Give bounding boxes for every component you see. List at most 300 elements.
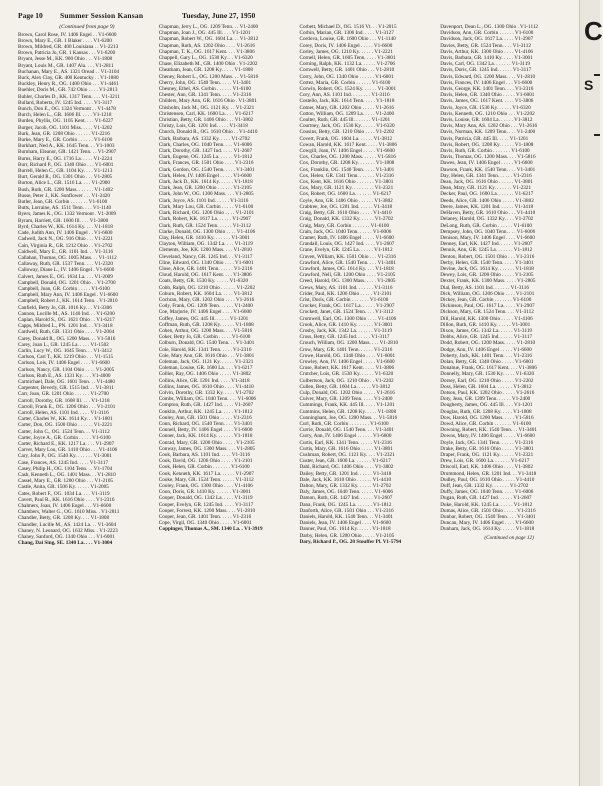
- directory-entry: Dennis, Ann, GR. 1245 La. . . . . . . V1-1812: [440, 247, 533, 254]
- directory-entry: Capps, Mildred L., PN. 1201 Ind. . . V1-3418: [18, 323, 113, 330]
- directory-entry: Chase, Elizabeth M., GR. 1400 Ohio . V1-2202: [158, 61, 258, 68]
- directory-entry: Carroll, Frank E., OG. 1206 Ohio . . . V1-2101: [18, 403, 116, 410]
- directory-entry: Bryant, Jesse M., KK. 900 Ohio . . . V1-1808: [18, 56, 113, 63]
- directory-entry: Burr, Richard P., OG. 1340 Ohio . . . V1-6001: [18, 161, 114, 168]
- directory-entry: Cotton, William, OG. 1209 La. . . . . V1-2400: [299, 110, 395, 117]
- directory-entry: Colburn, Donald, OG. 1540 Tenn. . . V1-3401: [158, 340, 255, 347]
- directory-entry: Chesney, Ethel, AS. Corbin . . . . . . V1-6100: [158, 86, 251, 93]
- directory-entry: Collins, James, OG. 1610 Ohio . . . . V1-4410: [158, 383, 254, 390]
- directory-entry: Cassel, Mary E., GR. 1200 Ohio . . . V1-2105: [18, 478, 114, 485]
- directory-entry: Cortez, Maria, GR. Corbin . . . . . . V1-6100: [299, 79, 391, 86]
- directory-entry: Conn, Richard, OG. 1540 Tenn. . . . V1-3401: [158, 421, 253, 427]
- directory-entry: Collins, Alice, GR. 1201 Ind. . . . . V1-3418: [158, 377, 250, 384]
- directory-entry: Duffy, James, OG. 1040 Tenn. . . . . V1-6006: [440, 489, 534, 496]
- directory-entry: Craven, William, KK. 1501 Ohio . . . V1-2316: [299, 253, 396, 260]
- directory-entry: Crane, Evelyn, GR. 1245 La. . . . . . V1-1812: [299, 247, 393, 254]
- directory-entry: Day, Helen, GR. 1341 Tenn. . . . . . V1-2316: [440, 172, 532, 179]
- directory-entry: Clark, Ruth, GR. 1524 Tenn. . . . . . V1-3112: [158, 222, 251, 229]
- directory-entry: Conway, James, OG. 1300 Mass. . . . V1-2805: [158, 445, 256, 452]
- directory-entry: Dunbar, Robert, OG. 1540 Tenn. . . . V1-3401: [440, 514, 536, 521]
- directory-entry: Dempsey, John, OG. 1040 Tenn. . . . V1-6006: [440, 228, 536, 235]
- directory-entry: Dickinson, Paul, OG. 1617 La. . . . . V1-2907: [440, 303, 535, 310]
- directory-entry: Doyle, Jack, OG. 1341 Tenn. . . . . . V1-2316: [440, 439, 534, 446]
- directory-entry: Casey, Philip H., OG. 1104 Tenn. . . V1-1704: [18, 465, 113, 472]
- directory-entry: Cochran, Mary, GR. 1202 Ohio . . . . V1-2616: [158, 296, 255, 303]
- directory-entry: Chaney, N. Leonard, OG. 1632 Miss. . V1-2223: [18, 527, 118, 534]
- directory-entry: Cheatham, Jean, GR. 1208 Ky. . . . . V1-1808: [158, 67, 253, 74]
- directory-entry: Coe, Marjorie, IV. 1406 Engel . . . . V1-6600: [158, 309, 252, 316]
- directory-entry: Campbell, Robert J., KK. 1614 Tenn. . V1-2810: [18, 298, 118, 305]
- directory-entry: Coyle, Ann, GR. 1406 Ohio . . . . . . V1-3802: [299, 197, 393, 204]
- directory-entry: Cornell, Helen, GR. 1605 Tenn. . . . . V1-3801: [299, 55, 396, 62]
- directory-entry: Dale, Jack, KK. 1610 Ohio . . . . . . V1-4410: [299, 476, 392, 483]
- directory-entry: Buhler, Charles D., KK. 1317 Tenn. . . . V1-3211: [18, 93, 120, 100]
- directory-entry: Corbin, Marian, GR. 1306 Ind. . . . . V1-3127: [299, 30, 394, 37]
- directory-entry: Byers, James K., OG. 1332 Vermont . V1-2009: [18, 211, 117, 218]
- directory-entry: Dow, Harold, OG. 1200 Mass. . . . . V1-5816: [440, 414, 534, 421]
- directory-entry: Buck, Alex Clay, GR. 400 Kentucky . . V1-1880: [18, 75, 119, 82]
- directory-entry: Doss, Helen, GR. 1604 La. . . . . . . V1-3812: [440, 383, 532, 390]
- directory-entry: Crockett, Janet, GR. 1524 Tenn. . . . V1-3112: [299, 309, 394, 316]
- directory-entry: Chang, Dai Sing, SE. 1340 La. . . . V1-3004: [18, 540, 113, 547]
- directory-entry: Dodd, Robert, OG. 1200 Mass. . . . . V1-2810: [440, 340, 536, 347]
- directory-entry: Campbell, Joan, GR. Corbin . . . . . V1-6100: [18, 285, 110, 292]
- directory-entry: Busse, Peter J., KK. Sunflower . . . V1-2420: [18, 192, 110, 199]
- directory-entry: Christensen, Carl, KK. 1600 La. . . . V1-6217: [158, 110, 254, 117]
- directory-columns: [18, 24, 578, 768]
- directory-entry: Colvin, Dorothy, GR. 1332 Ky. . . . . V1-2702: [158, 389, 254, 396]
- directory-entry: Dixon, James, OG. 1342 La. . . . . . V1-3119: [440, 327, 533, 334]
- continued-on-note: (Continued on page 12): [484, 534, 534, 541]
- directory-entry: Carver, Mary Lou, GR. 1410 Ohio . . . V1-4106: [18, 447, 118, 454]
- directory-entry: Curl, Ruth, GR. Corbin . . . . . . . . V1-6100: [299, 421, 389, 427]
- directory-entry: Davis, Norman, KK. 1209 Tenn. . . . V1-2400: [440, 129, 536, 136]
- directory-entry: Chambers, Walter G., OG. 1610 Miss. . V1-2811: [18, 509, 120, 516]
- directory-entry: Curtis, Mary, GR. 1616 Ohio . . . . . V1-3801: [299, 445, 393, 452]
- directory-entry: Cotner, Mary, GR. 1202 Ohio . . . . . V1-2616: [299, 104, 394, 111]
- directory-entry: Crowe, Harold, OG. 1340 Ohio . . . . V1-6001: [299, 352, 396, 359]
- directory-entry: Church, Donald R., OG. 1610 Ohio . . V1-4410: [158, 129, 258, 136]
- directory-entry: Cash, Kenneth L., OG. 1401 Mass. . . V1-2810: [18, 472, 116, 479]
- directory-entry: Cain, Virginia R., GR. 1212 Ohio . . V1-2702: [18, 242, 113, 249]
- directory-entry: Deeds, Alice, GR. 1406 Ohio . . . . . V1-3802: [440, 197, 534, 204]
- directory-entry: Derby, Helen, GR. 1540 Tenn. . . . . V1-3401: [440, 259, 534, 266]
- directory-entry: Denney, Earl, KK. 1427 Ind. . . . . . V1-2607: [440, 241, 533, 248]
- directory-entry: Coppinger, Thomas A., SM. 1340 La. . V1-3919: [158, 526, 263, 533]
- directory-entry: Dawes, Jean, IV. 1406 Engel . . . . . V1-6600: [440, 160, 533, 167]
- directory-entry: Daniels, Harold, KK. 1540 Tenn. . . V1-3401: [299, 514, 394, 521]
- directory-entry: Cherry, John, OG. 1540 Tenn. . . . . V1-3401: [158, 79, 252, 86]
- directory-entry: Byram, Harriett, GR. 1600 Ill. . . . V1-3800: [18, 217, 109, 224]
- directory-entry: Buchanan, Mary E., AS. 1321 Oread . . V1-3104: [18, 68, 120, 75]
- directory-entry: Burch, Helen L., GR. 1606 Ill. . . . . V1-1218: [18, 112, 112, 119]
- directory-entry: Courtney, Jack, OG. 1530 Ky. . . . . . V1-6320: [299, 123, 395, 130]
- directory-entry: Cook, David, OG. 1206 Ohio . . . . . V1-2101: [158, 458, 253, 465]
- directory-entry: Clark, Eugene, OG. 1245 La. . . . . . V1-1812: [158, 154, 253, 161]
- directory-entry: Callahan, Thomas, OG. 1005 Mass. . . V1-1112: [18, 254, 117, 261]
- directory-entry: Chapman, Ruth, AS. 1202 Ohio . . . . V1-2616: [158, 42, 255, 49]
- directory-column: [440, 24, 578, 768]
- directory-entry: Butler, Jean, GR. Corbin . . . . . . . V1-6100: [18, 199, 108, 206]
- directory-entry: Canfield, Betty Jo, GR. 1016 Ky. . . V1-3306: [18, 304, 112, 311]
- issue-date: Tuesday, June 27, 1950: [182, 11, 256, 20]
- directory-entry: Clark, Joyce, AS. 1101 Ind. . . . . . V1-3116: [158, 197, 249, 204]
- directory-entry: Davis, Kenneth, OG. 1210 Ohio . . . V1-2202: [440, 110, 535, 117]
- directory-entry: Cade, Judith Ann, IV. 1406 Engel . . V1-6600: [18, 230, 113, 237]
- directory-entry: Cullen, Betty, GR. 1604 La. . . . . . V1-3812: [299, 383, 391, 390]
- directory-entry: Doty, Jean, GR. 1209 Tenn. . . . . . V1-2400: [440, 396, 531, 403]
- directory-entry: Crandall, Louis, OG. 1427 Ind. . . . . V1-2607: [299, 241, 395, 248]
- directory-entry: Driscoll, Earl, KK. 1406 Ohio . . . . V1-3802: [440, 464, 533, 471]
- directory-entry: Creed, Harold, OG. 1300 Mass. . . . . V1-2805: [299, 278, 396, 285]
- directory-entry: Drew, Lois, GR. 1600 La. . . . . . . V1-6217: [440, 458, 530, 465]
- directory-entry: Clark, Dorothy, GR. 1427 Ind. . . . . V1-2607: [158, 148, 253, 155]
- directory-entry: Combs, William, OG. 1040 Tenn. . . . V1-6006: [158, 396, 257, 403]
- directory-entry: Craig, Betty, GR. 1610 Ohio . . . . . V1-4410: [299, 210, 392, 217]
- directory-entry: Cushman, Robert, OG. 1121 Ky. . . . V1-2321: [299, 452, 395, 459]
- directory-entry: Burton, Alice L., GR. 1516 La. . . . V1-2900: [18, 180, 110, 187]
- directory-entry: Currie, Donald, OG. 1540 Tenn. . . . V1-3401: [299, 427, 394, 434]
- directory-entry: Davis, Louise, GR. 1604 La. . . . . . V1-3812: [440, 117, 533, 124]
- directory-entry: Crowley, Ann, IV. 1406 Engel . . . . . V1-6600: [299, 358, 395, 365]
- directory-entry: Carter, Richard E., KK. 1217 La. . . . V1-2907: [18, 441, 115, 447]
- directory-entry: Cramer, Ruth, IV. 1406 Engel . . . . . V1-6600: [299, 234, 394, 241]
- directory-entry: Costello, Jack, KK. 1614 Tenn. . . . . V1-1818: [299, 98, 395, 105]
- directory-entry: Burk, Jean, GR. 1208 Ohio . . . . . . V1-2216: [18, 130, 110, 137]
- directory-entry: Dobbs, Alice, GR. 1245 Ind. . . . . . V1-3117: [440, 334, 533, 341]
- directory-entry: Doherty, Jack, KK. 1401 Tenn. . . . V1-2316: [440, 352, 532, 359]
- directory-entry: Downs, Mary, IV. 1406 Engel . . . . . V1-6600: [440, 433, 535, 440]
- directory-entry: Davidson, Ann, GR. Corbin . . . . . . V1-6100: [440, 30, 534, 37]
- directory-entry: DeHaven, Betty, GR. 1610 Ohio . . . V1-4410: [440, 210, 536, 217]
- directory-entry: Burnham, Eleanor, GR. 1421 Tenn. . . V1-2907: [18, 149, 117, 156]
- directory-entry: Crawford, Alice, GR. 1540 Tenn. . . . V1-3401: [299, 259, 396, 266]
- directory-entry: Cooper, Donald, OG. 1342 La. . . . . V1-3119: [158, 495, 253, 502]
- directory-entry: Dary, Richard P., OG. 20 Stouffer Pl. V1-5794: [299, 538, 402, 545]
- directory-column: [159, 24, 297, 768]
- directory-entry: Curtis, Earl, KK. 1341 Tenn. . . . . . V1-2316: [299, 439, 392, 446]
- directory-entry: Danner, Paul, OG. 1614 Ky. . . . . . V1-1818: [299, 526, 391, 533]
- rail-letter: C: [584, 16, 603, 46]
- directory-entry: Dana, Frank, OG. 1245 La. . . . . . . V1-1812: [299, 501, 392, 508]
- directory-entry: Cox, Charles, OG. 1200 Mass. . . . . . V1-5816: [299, 154, 396, 161]
- directory-entry: Clay, Helen, GR. 1410 Ky. . . . . . . V1-3001: [158, 234, 250, 241]
- directory-entry: Cunningham, Joe, OG. 1200 Mass. . . V1-5816: [299, 414, 398, 421]
- directory-entry: Cope, Virgil, OG. 1340 Ohio . . . . . V1-6001: [158, 520, 252, 527]
- directory-entry: Carroll, Helen, AS. 1101 Ind. . . . . V1-3116: [18, 409, 109, 416]
- directory-entry: Cadwell, Jack N., OG. 916 Ohio . . . V1-2221: [18, 236, 113, 243]
- directory-entry: Carey, Joan L., GR. 1245 La. . . . . V1-1502: [18, 341, 109, 348]
- directory-entry: Crabtree, Joe, OG. 1201 Ind. . . . . . V1-3418: [299, 203, 393, 210]
- directory-entry: DeLong, Ruth, GR. Corbin . . . . . . V1-6100: [440, 222, 532, 229]
- directory-entry: Cole, Mary Ann, GR. 1616 Ohio . . . V1-3801: [158, 352, 255, 359]
- directory-entry: Dahl, Richard, OG. 1406 Ohio . . . . V1-3802: [299, 464, 394, 471]
- directory-entry: Dickson, Mary, GR. 1524 Tenn. . . . V1-3112: [440, 309, 534, 316]
- directory-entry: Cavert, Paul R., KK. 1616 Ohio . . . . V1-2316: [18, 496, 115, 503]
- directory-entry: Donahue, Frank, OG. 1617 Kent. . . . V1-3806: [440, 365, 537, 372]
- directory-column: [300, 24, 438, 768]
- directory-entry: Davis, George, KK. 1401 Tenn. . . . V1-2316: [440, 86, 534, 93]
- directory-entry: Carlin, Lucy W., OG. 1645 Tenn. . . V1-3412: [18, 347, 112, 354]
- directory-entry: Carlson, Carl T., KK. 1219 Ohio . . . V1-1515: [18, 354, 114, 361]
- directory-entry: Cooper, Forrest, KK. 1200 Mass. . . . V1-2810: [158, 507, 256, 514]
- directory-entry: Burt, Gerald R., OG. 1301 Ohio . . . V1-2805: [18, 174, 113, 181]
- rule-mark: [594, 134, 600, 136]
- directory-entry: Carter, Charles W., KK. 1614 Ky. . . V1-1801: [18, 416, 113, 423]
- directory-entry: Davis, Arthur, KK. 1300 Ohio . . . . V1-4106: [440, 48, 534, 55]
- directory-entry: Damon, Ruth, GR. 1427 Ind. . . . . . V1-2607: [299, 495, 393, 502]
- directory-entry: Cleveland, Nancy, GR. 1245 Ind. . . V1-3117: [158, 253, 253, 260]
- directory-entry: Dewey, Lois, GR. 1200 Ohio . . . . . V1-2105: [440, 272, 534, 279]
- directory-entry: Byrd, Charles W., KK. 1614 Ky. . . . V1-1818: [18, 223, 113, 230]
- directory-entry: Crouch, William, OG. 1200 Mass. . . . V1-2810: [299, 340, 399, 347]
- directory-entry: Conner, Jack, KK. 1614 Ky. . . . . . . V1-1818: [158, 433, 253, 440]
- directory-entry: Dodge, Ann, IV. 1406 Engel . . . . . V1-6600: [440, 346, 532, 353]
- directory-entry: Drummond, Helen, GR. 1201 Ind. . . V1-3418: [440, 470, 537, 477]
- directory-entry: Davis, Robert, OG. 1208 Ky. . . . . . V1-1808: [440, 141, 534, 148]
- directory-entry: Davis, Ruth, GR. Corbin . . . . . . . V1-6100: [440, 148, 530, 155]
- directory-entry: Crow, Mary, GR. 1401 Tenn. . . . . . V1-2316: [299, 346, 393, 353]
- directory-entry: Caldwell, Mary E., GR. 1101 Ind. . . V1-3116: [18, 248, 114, 255]
- directory-entry: Clark, Richard, OG. 1206 Ohio . . . . V1-2101: [158, 210, 255, 217]
- directory-entry: Culp, Donald, OG. 1202 Ohio . . . . . V1-2616: [299, 389, 395, 396]
- rule-mark: [594, 74, 600, 76]
- directory-entry: Cole, Harold, KK. 1341 Tenn. . . . . V1-2316: [158, 346, 252, 353]
- directory-entry: Calloway, Diane L., IV. 1406 Engel . V1-6600: [18, 267, 115, 274]
- directory-entry: Dial, Betty, AS. 1101 Ind. . . . . . . V1-3116: [440, 284, 529, 291]
- directory-entry: Burke, Mary E., GR. Corbin . . . . . . V1-6100: [18, 137, 113, 144]
- directory-entry: Darby, Helen, GR. 1200 Ohio . . . . . V1-2105: [299, 532, 395, 539]
- directory-entry: Decker, Paul, OG. 1600 La. . . . . . . V1-6217: [440, 191, 534, 198]
- directory-entry: Coffey, James, OG. 445 Ill. . . . . . V1-1201: [158, 315, 249, 322]
- directory-entry: Douglas, Ruth, GR. 1208 Ky. . . . . V1-1808: [440, 408, 532, 415]
- directory-entry: Davis, Frances, IV. 1406 Engel . . . V1-6600: [440, 79, 533, 86]
- directory-entry: Dill, Harold, KK. 1300 Ohio . . . . . V1-4106: [440, 315, 533, 322]
- directory-entry: Crocker, Frank, OG. 1617 La. . . . . . V1-2907: [299, 303, 395, 310]
- rail-letter: S: [584, 77, 594, 93]
- directory-entry: Clark, Jack D., KK. 1614 Ky. . . . . . V1-1818: [158, 179, 253, 186]
- directory-entry: Crawford, Nell, GR. 1200 Ohio . . . . V1-2105: [299, 272, 396, 279]
- directory-entry: Cowan, Harold, KK. 1617 Kent. . . . . V1-3806: [299, 141, 397, 148]
- directory-entry: Cousins, Betty, GR. 1210 Ohio . . . . V1-2202: [299, 129, 395, 136]
- directory-entry: Davenport, Dean L., OG. 1300 Ohio . V1-1112: [440, 24, 539, 30]
- directory-entry: Cardwell, Ruth, GR. 1331 Ohio . . . . V1-2004: [18, 329, 115, 336]
- directory-entry: Carroll, Dorothy, GR. 1608 Ill. . . . V1-1218: [18, 397, 110, 404]
- directory-entry: Coon, Doris, GR. 1410 Ky. . . . . . . V1-3001: [158, 489, 251, 496]
- directory-entry: Dunham, Jack, OG. 1614 Ky. . . . . . V1-1818: [440, 526, 535, 533]
- directory-entry: Burden, Phyllis, OG. 1105 Kent. . . . V1-6227: [18, 118, 114, 125]
- page-number: Page 10: [18, 11, 43, 20]
- directory-entry: Brown, Mildred, GR. 400 Louisiana . . V1-2213: [18, 44, 119, 50]
- directory-entry: Corwin, Robert, OG. 1524 Ky. . . . . . V1-3001: [299, 86, 397, 93]
- directory-entry: Cornwell, Betty, GR. 1401 Ohio . . . V1-2810: [299, 67, 395, 74]
- directory-entry: Chandler, Betty, GR. 1208 Ky. . . . V1-1808: [18, 515, 110, 522]
- directory-entry: Carter, John C., OG. 1524 Tenn. . . V1-3112: [18, 428, 110, 435]
- directory-entry: Chisholm, Jack M., OG. 1121 Ky. . . V1-2321: [158, 104, 255, 111]
- directory-entry: Bush, Ruth, GR. 1200 Mass. . . . . . . V1-1402: [18, 186, 113, 193]
- directory-entry: Dougherty, James, OG. 445 Ill. . . . V1-1201: [440, 402, 533, 409]
- directory-entry: Denton, Robert, OG. 1501 Ohio . . . V1-2316: [440, 253, 535, 260]
- directory-entry: Chapman, Robert W., OG. 1604 La. . . V1-3812: [158, 36, 259, 43]
- directory-entry: Crosby, Jack, KK. 1342 La. . . . . . . V1-3119: [299, 327, 393, 334]
- directory-entry: Carlson, Ruth E., AS. 1331 Ky. . . . V1-4000: [18, 372, 111, 379]
- directory-entry: Bryant, Louis M., GR. 1407 Ala. . . . V1-2811: [18, 62, 114, 69]
- directory-entry: Carmichael, Dale, OG. 1601 Tenn. . . V1-4480: [18, 378, 115, 385]
- directory-entry: Cates, Robert F., OG. 1034 La. . . . V1-3119: [18, 490, 110, 497]
- directory-entry: Craig, Donald, KK. 1332 Ky. . . . . . V1-2702: [299, 216, 394, 223]
- directory-entry: Duff, Jean, GR. 1332 Ky. . . . . . . V1-2702: [440, 483, 529, 490]
- directory-entry: Bullard, Roberta, IV. 1245 Ind. . . . . V1-3117: [18, 99, 113, 106]
- directory-entry: Duncan, Mary, IV. 1406 Engel . . . . V1-6600: [440, 520, 534, 527]
- directory-entry: Conklin, Arthur, KK. 1245 La. . . . . V1-1812: [158, 408, 253, 415]
- directory-entry: Davis, Joyce, GR. 1530 Ky. . . . . . V1-6320: [440, 104, 531, 111]
- directory-entry: Campbell, Donald, OG. 1201 Ohio . . V1-2700: [18, 279, 116, 286]
- directory-entry: Cox, Helen, GR. 1341 Tenn. . . . . . . V1-2316: [299, 172, 394, 179]
- directory-entry: Culver, Mary, GR. 1209 Tenn. . . . . V1-2400: [299, 396, 393, 403]
- directory-entry: Drake, Betty, GR. 1616 Ohio . . . . . V1-3801: [440, 445, 534, 452]
- directory-entry: Burrell, Helen C., GR. 1104 Ky. . . . V1-1213: [18, 168, 113, 175]
- directory-entry: Clark, Gordon, OG. 1540 Tenn. . . . . V1-3401: [158, 166, 255, 173]
- directory-entry: Carr, Joan, GR. 1201 Ohio . . . . . . V1-2700: [18, 391, 109, 398]
- directory-entry: Custer, Jean, GR. 1600 La. . . . . . . V1-6217: [299, 458, 391, 465]
- directory-entry: Davis, James, OG. 1617 Kent. . . . . V1-3806: [440, 98, 534, 105]
- directory-entry: Carlson, Lois, IV. 1406 Engel . . . . V1-6600: [18, 360, 110, 367]
- directory-entry: Cromwell, Earl, OG. 1300 Ohio . . . . V1-4106: [299, 315, 397, 322]
- directory-entry: Crist, Doris, GR. Corbin . . . . . . . V1-6100: [299, 296, 389, 303]
- directory-entry: Cobb, Ralph, OG. 1210 Ohio . . . . . . V1-2202: [158, 284, 255, 291]
- directory-entry: Deere, James, KK. 1201 Ind. . . . . . V1-3418: [440, 203, 534, 210]
- directory-entry: Cox, Dorothy, GR. 1208 Ky. . . . . . . V1-1808: [299, 160, 395, 167]
- directory-entry: Davis, Helen, GR. 1340 Ohio . . . . . V1-6001: [440, 92, 535, 99]
- directory-entry: Dean, Jack, OG. 1616 Ohio . . . . . . V1-3801: [440, 179, 533, 186]
- directory-entry: Davis, Mary Ann, AS. 1202 Ohio . . . V1-2616: [440, 123, 538, 130]
- directory-entry: Dugan, Ruth, GR. 1427 Ind. . . . . . V1-2607: [440, 495, 532, 502]
- directory-entry: Clark, Robert, KK. 1617 La. . . . . . V1-2907: [158, 216, 251, 223]
- directory-entry: Cody, Frank, OG. 1209 Tenn. . . . . . V1-2400: [158, 303, 253, 310]
- directory-entry: Chappell, Gary L., OG. 1530 Ky. . . V1-6320: [158, 55, 253, 62]
- directory-entry: Chapman, Jerry L., OG. 1209 Tenn. . . V1-2400: [158, 24, 259, 30]
- directory-entry: Close, Alice, GR. 1401 Tenn. . . . . . V1-2316: [158, 265, 253, 272]
- directory-entry: Christian, Betty, GR. 1406 Ohio . . . V1-3802: [158, 117, 254, 124]
- directory-entry: Cox, Robert, OG. 1600 La. . . . . . . V1-6217: [299, 191, 392, 198]
- directory-entry: Cook, Barbara, AS. 1101 Ind. . . . . V1-3116: [158, 452, 251, 459]
- directory-entry: Delaney, Harold, OG. 1332 Ky. . . . V1-2702: [440, 216, 534, 223]
- directory-entry: Coats, Betty, GR. 1530 Ky. . . . . . V1-6320: [158, 278, 249, 285]
- directory-entry: Coulter, Ruth, GR. 445 Ill. . . . . . . V1-1201: [299, 117, 391, 124]
- directory-entry: Corbett, Michael D., OG. 1516 Vt. . . V1-2015: [299, 24, 397, 30]
- directory-entry: Cook, Helen, GR. Corbin . . . . . . . V1-6100: [158, 464, 250, 471]
- directory-entry: Davis, Barbara, GR. 1410 Ky. . . . . V1-3001: [440, 55, 533, 62]
- directory-entry: Buehler, Doris M., GR. 742 Ohio . . . . V1-2813: [18, 87, 118, 94]
- directory-entry: Crider, Paul, KK. 1206 Ohio . . . . . V1-2101: [299, 290, 392, 297]
- directory-entry: Cheney, Robert L., OG. 1200 Mass. . . V1-5816: [158, 73, 259, 80]
- directory-entry: Curry, Ann, IV. 1406 Engel . . . . . . V1-6600: [299, 433, 392, 440]
- directory-entry: Cooper, Jean, GR. 1401 Tenn. . . . . V1-2316: [158, 514, 252, 521]
- directory-entry: Childers, Mary Ann, GR. 1616 Ohio . V1-3801: [158, 98, 257, 105]
- directory-entry: Carter, Joyce A., GR. Corbin . . . . . V1-6100: [18, 434, 111, 441]
- directory-entry: Clayton, William, OG. 1342 La. . . . V1-3119: [158, 241, 253, 248]
- directory-entry: Brown, Carol Rose, IV. 1406 Engel . . V1-6600: [18, 31, 117, 38]
- directory-entry: Chapman, Joan J., OG. 445 Ill. . . . V1-1201: [158, 30, 251, 37]
- directory-entry: Cordova, Louise, GR. 1600 Ohio . . . V1-1140: [299, 36, 396, 43]
- directory-entry: Brown, Mary E., GR. 1 Blaker . . . . V1-6200: [18, 37, 112, 44]
- directory-entry: Dolan, Betty, GR. 1340 Ohio . . . . . V1-6001: [440, 358, 534, 365]
- directory-entry: Corey, Doris, IV. 1406 Engel . . . . . V1-6600: [299, 42, 393, 49]
- directory-entry: Cummings, Frank, KK. 445 Ill. . . . . V1-1201: [299, 402, 395, 409]
- directory-entry: Davis, Patricia, GR. 445 Ill. . . . . V1-1201: [440, 135, 529, 142]
- directory-entry: Chandler, Lucille M., AS. 1424 La. . . V1-3604: [18, 521, 117, 528]
- directory-entry: Downing, Robert, KK. 1540 Tenn. . . V1-3401: [440, 427, 537, 434]
- directory-entry: Clements, Joe, KK. 1200 Mass. . . . V1-2810: [158, 247, 252, 254]
- directory-entry: Dexter, Frank, KK. 1300 Mass. . . . . V1-2805: [440, 278, 536, 285]
- continued-from-note: (Continued from page 9): [59, 24, 115, 30]
- directory-entry: Culbertson, Jack, OG. 1210 Ohio . . V1-2202: [299, 377, 394, 384]
- directory-entry: Crews, Mary, AS. 1101 Ind. . . . . . . V1-3116: [299, 284, 393, 291]
- directory-entry: Butts, Lorraine, AS. 1511 Tenn. . . . V1-1140: [18, 205, 112, 212]
- directory-entry: Coffman, Ruth, GR. 1208 Ky. . . . . . V1-1808: [158, 321, 254, 328]
- directory-entry: Carlson, Nancy, GR. 1104 Ohio . . . . V1-2005: [18, 366, 115, 373]
- directory-entry: Coleman, Jack, OG. 1121 Ky. . . . . . V1-2321: [158, 358, 254, 365]
- directory-entry: Cline, Edward, OG. 1340 Ohio . . . . V1-6001: [158, 259, 254, 266]
- directory-entry: Covert, Frank, OG. 1604 La. . . . . . V1-3812: [299, 135, 393, 142]
- directory-entry: Daly, James, OG. 1040 Tenn. . . . . . V1-6006: [299, 489, 393, 496]
- directory-entry: Dean, Mary, GR. 1121 Ky. . . . . . . V1-2321: [440, 185, 532, 192]
- directory-entry: Clark, Barbara, AS. 1332 Ky. . . . . V1-2702: [158, 135, 250, 142]
- directory-entry: Compton, Ruth, GR. 1427 Ind. . . . . V1-2607: [158, 402, 254, 409]
- directory-entry: Davies, Betty, GR. 1524 Tenn. . . . V1-3112: [440, 42, 531, 49]
- directory-entry: Collier, Ray, OG. 1406 Ohio . . . . . V1-3802: [158, 371, 251, 378]
- directory-entry: Clark, Frances, GR. 1501 Ohio . . . . V1-2316: [158, 160, 254, 167]
- directory-entry: Callaway, Ruth, GR. 1537 Tenn. . . . V1-2320: [18, 261, 113, 268]
- directory-entry: Calvert, James E., OG. 1634 La. . . . V1-2009: [18, 273, 113, 280]
- directory-entry: Devine, Jack, OG. 1614 Ky. . . . . . . V1-1818: [440, 265, 534, 272]
- directory-entry: Clark, Helen, IV. 1406 Engel . . . . . V1-6600: [158, 172, 252, 179]
- directory-entry: Cohen, Arthur, OG. 1200 Mass. . . . V1-5816: [158, 327, 253, 334]
- directory-entry: Chester, Ann, GR. 1341 Tenn. . . . . V1-2316: [158, 92, 252, 99]
- directory-entry: Davis, Edward, OG. 1200 Mass. . . . V1-2810: [440, 73, 536, 80]
- directory-entry: Dick, William, OG. 1206 Ohio . . . . V1-2101: [440, 290, 535, 297]
- directory-entry: Clark, Mary Lou, GR. Corbin . . . . . V1-6100: [158, 203, 254, 210]
- directory-entry: Duke, Harold, KK. 1245 La. . . . . . V1-1812: [440, 501, 533, 508]
- directory-entry: Dowd, Alice, GR. Corbin . . . . . . . V1-6100: [440, 421, 532, 427]
- directory-entry: Christy, Lois, GR. 1201 Ind. . . . . V1-3418: [158, 123, 248, 130]
- directory-entry: Chapman, T. K., OG. 1617 Kent. . . . V1-3806: [158, 48, 255, 55]
- directory-entry: Denison, Mary, IV. 1406 Engel . . . . V1-6600: [440, 234, 535, 241]
- directory-entry: Dailey, Betty, GR. 1201 Ind. . . . . . V1-3418: [299, 470, 392, 477]
- directory-entry: Draper, Frank, OG. 1121 Ky. . . . . . V1-2321: [440, 452, 534, 459]
- directory-entry: Craig, Mary, GR. Corbin . . . . . . . V1-6100: [299, 222, 390, 229]
- directory-entry: Carter, Don, OG. 1500 Ohio . . . . . . V1-2221: [18, 422, 113, 429]
- directory-entry: Conrad, Mary, GR. 1200 Ohio . . . . . V1-2105: [158, 439, 255, 446]
- directory-entry: Danforth, Alice, GR. 1501 Ohio . . . V1-2316: [299, 507, 394, 514]
- directory-entry: Cary, John P., OG. 1540 Ky. . . . . . . V1-3001: [18, 453, 112, 460]
- directory-entry: Clark, John W., OG. 1300 Mass. . . . V1-2805: [158, 191, 254, 198]
- directory-entry: Cox, Franklin, OG. 1540 Tenn. . . . . V1-3401: [299, 166, 395, 173]
- directory-entry: Davis, Carl, OG. 1342 La. . . . . . . V1-3119: [440, 61, 531, 68]
- directory-entry: Dorsey, Earl, OG. 1210 Ohio . . . . . V1-2202: [440, 377, 534, 384]
- directory-entry: Clark, Jean, GR. 1200 Ohio . . . . . . V1-2105: [158, 185, 252, 192]
- directory-entry: Dalton, Mary, GR. 1332 Ky. . . . . . V1-2702: [299, 483, 392, 490]
- directory-entry: Corley, James, OG. 1210 Ky. . . . . . V1-2221: [299, 48, 393, 55]
- directory-entry: Dotson, Paul, KK. 1202 Ohio . . . . . V1-2616: [440, 389, 535, 396]
- directory-entry: Corry, John, OG. 1340 Ohio . . . . . . V1-6001: [299, 73, 394, 80]
- facing-page-edge: [579, 0, 603, 786]
- directory-entry: Corning, Ralph, KK. 1132 La. . . . . . V1-2706: [299, 61, 396, 68]
- directory-entry: Brown, Patricia Jo, GR. 1 Kansas . . . V1-6200: [18, 50, 116, 57]
- directory-entry: Clarke, Donald, OG. 1300 Ohio . . . . V1-4106: [158, 228, 256, 235]
- directory-entry: Crook, Alice, GR. 1410 Ky. . . . . . . V1-3001: [299, 321, 393, 328]
- section-title: Summer Session Kansan: [60, 11, 144, 20]
